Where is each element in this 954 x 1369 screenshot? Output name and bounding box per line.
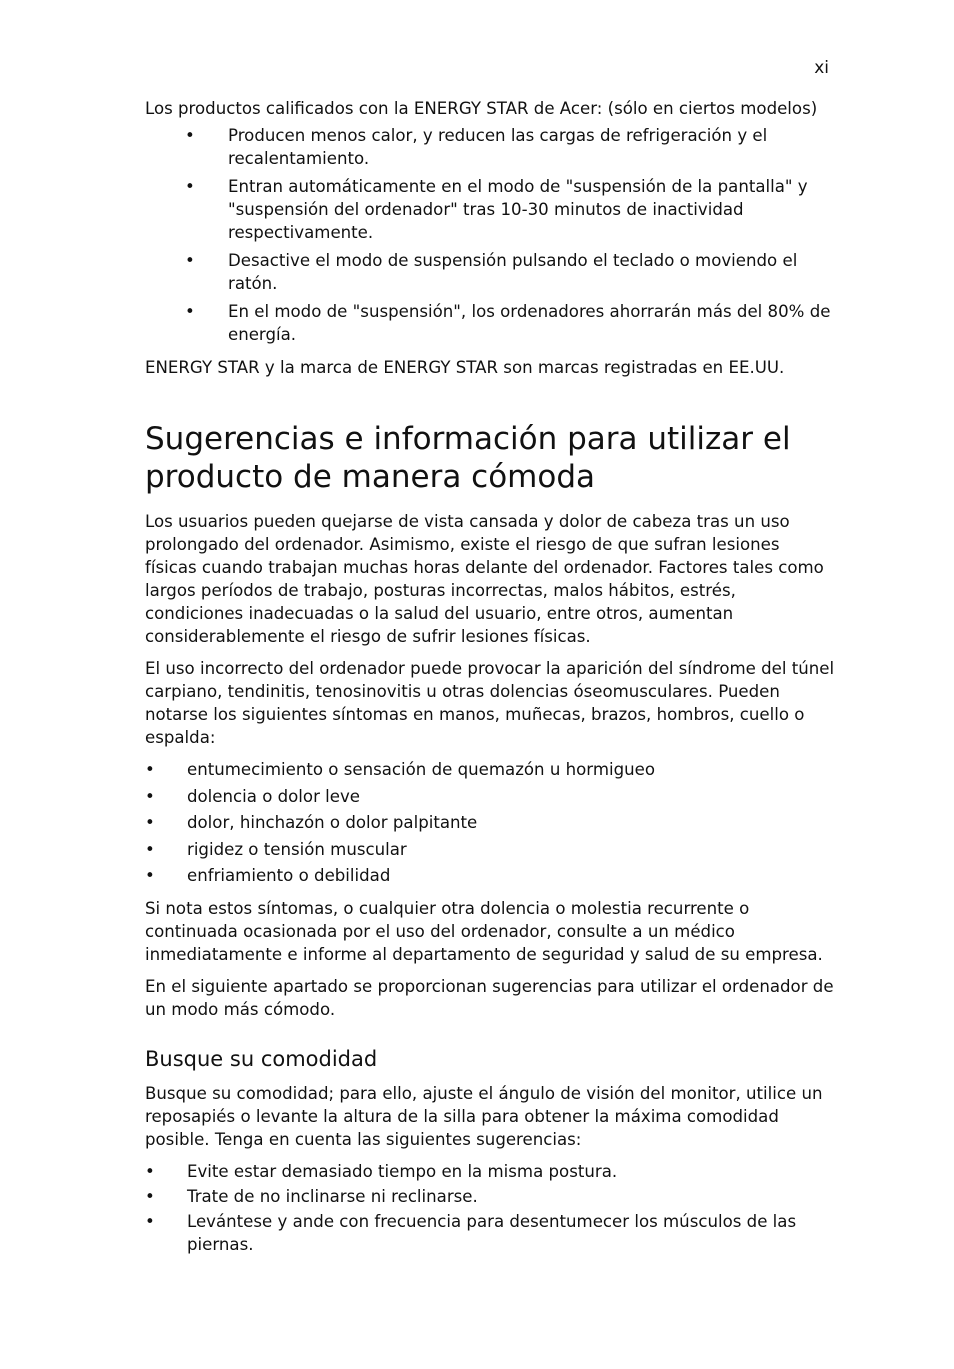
bullet-icon: • [185,302,195,321]
list-item [145,838,835,861]
list-item [145,785,835,808]
list-item [145,811,835,834]
bullet-icon: • [145,839,155,859]
list-item-text: Producen menos calor, y reducen las cargas de refrigeración y el recalentamiento. [228,126,768,168]
list-item-text: Levántese y ande con frecuencia para desentumecer los músculos de las piernas. [187,1212,797,1254]
section-heading [145,420,835,496]
tips-list [145,1160,835,1256]
bullet-icon: • [145,1162,155,1181]
list-item [145,1160,835,1183]
list-item-text: enfriamiento o debilidad [187,866,391,885]
list-item-text: En el modo de "suspensión", los ordenadores ahorrarán más del 80% de energía. [228,302,831,344]
bullet-icon: • [145,813,155,832]
list-item-text: rigidez o tensión muscular [187,839,407,859]
page-content [145,97,835,1266]
bullet-icon: • [145,1212,155,1231]
list-item [145,1185,835,1208]
paragraph: En el siguiente apartado se proporcionan sugerencias para utilizar el ordenador de un modo más cómodo. [145,977,834,1019]
list-item-text: Desactive el modo de suspensión pulsando el teclado o moviendo el ratón. [228,251,798,293]
section-heading-line: producto de manera cómoda [145,459,596,495]
bullet-icon: • [185,126,195,145]
section-heading-line: Sugerencias e información para utilizar el [145,421,791,457]
list-item-text: dolor, hinchazón o dolor palpitante [187,813,478,832]
list-item-text: Trate de no inclinarse ni reclinarse. [187,1187,478,1206]
paragraph: Si nota estos síntomas, o cualquier otra dolencia o molestia recurrente o continuada ocasionada por el uso del ordenador, consulte a un médico inmediatamente e informe al departamento de seguridad y salud de su empresa. [145,899,823,964]
paragraph: Los usuarios pueden quejarse de vista cansada y dolor de cabeza tras un uso prolongado del ordenador. Asimismo, existe el riesgo de que sufran lesiones físicas cuando trabajan muchas horas delante del ordenador. Factores tales como largos períodos de trabajo, posturas incorrectas, malos hábitos, estrés, condiciones inadecuadas o la salud del usuario, entre otros, aumentan considerablemente el riesgo de sufrir lesiones físicas. [145,512,824,646]
list-item-text: dolencia o dolor leve [187,786,361,806]
list-item-text: Entran automáticamente en el modo de "suspensión de la pantalla" y "suspensión del ordenador" tras 10-30 minutos de inactividad respectivamente. [228,177,808,242]
list-item [145,249,835,295]
list-item-text: entumecimiento o sensación de quemazón u hormigueo [187,760,656,779]
symptom-list [145,758,835,887]
list-item [145,300,835,346]
subsection-heading: Busque su comodidad [145,1047,378,1071]
list-item [145,124,835,170]
bullet-icon: • [145,866,155,885]
list-item [145,175,835,244]
energy-star-intro: Los productos calificados con la ENERGY STAR de Acer: (sólo en ciertos modelos) [145,99,818,118]
bullet-icon: • [185,251,195,270]
trademark-note: ENERGY STAR y la marca de ENERGY STAR son marcas registradas en EE.UU. [145,358,785,377]
bullet-icon: • [145,760,155,779]
list-item [145,1210,835,1256]
list-item [145,758,835,781]
list-item [145,864,835,887]
paragraph: Busque su comodidad; para ello, ajuste el ángulo de visión del monitor, utilice un reposapiés o levante la altura de la silla para obtener la máxima comodidad posible. Tenga en cuenta las siguientes sugerencias: [145,1084,823,1149]
page-number: xi [814,58,829,78]
bullet-icon: • [145,1187,155,1206]
paragraph: El uso incorrecto del ordenador puede provocar la aparición del síndrome del túnel carpiano, tendinitis, tenosinovitis u otras dolencias óseomusculares. Pueden notarse los siguientes síntomas en manos, muñecas, brazos, hombros, cuello o espalda: [145,659,835,747]
energy-star-list [145,124,835,346]
bullet-icon: • [145,786,155,806]
bullet-icon: • [185,177,195,196]
list-item-text: Evite estar demasiado tiempo en la misma postura. [187,1162,618,1181]
